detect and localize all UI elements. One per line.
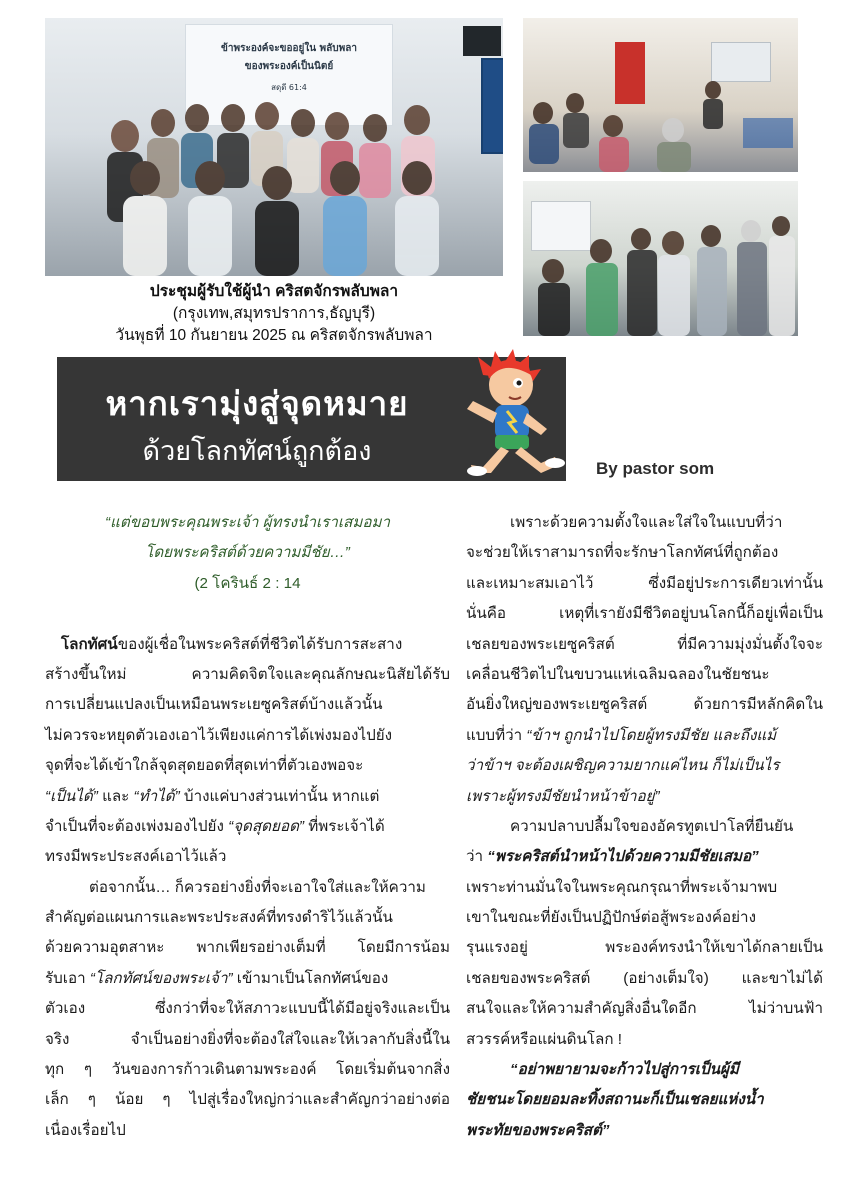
paragraph-line: ว่าข้าฯ จะต้องเผชิญความยากแค่ไหน ก็ไม่เป็นไร <box>466 757 780 775</box>
banner-line-2: ของพระองค์เป็นนิตย์ <box>244 61 334 72</box>
paragraph-line: แบบที่ว่า “ข้าฯ ถูกนำไปโดยผู้ทรงมีชัย และถึงแม้ <box>466 726 777 744</box>
paragraph-line: สนใจและให้ความสำคัญสิ่งอื่นใดอีก ไม่ว่าบนฟ้า <box>466 1000 823 1018</box>
paragraph-line: จริง จำเป็นอย่างยิ่งที่จะต้องใส่ใจและให้เวลากับสิ่งนี้ใน <box>45 1030 450 1048</box>
banner-line-3: สดุดี 61:4 <box>271 83 307 92</box>
paragraph-line: โลกทัศน์ของผู้เชื่อในพระคริสต์ที่ชีวิตได้รับการสะสาง <box>61 635 403 653</box>
paragraph-line: จุดที่จะได้เข้าใกล้จุดสุดยอดที่สุดเท่าที่ตัวเองพอจะ <box>45 757 364 775</box>
seated-people-illustration <box>523 18 798 172</box>
paragraph-line: อันยิ่งใหญ่ของพระเยซูคริสต์ ด้วยการมีหลักคิดใน <box>466 696 823 714</box>
paragraph-line: เนื่องเรื่อยไป <box>45 1121 126 1139</box>
paragraph-line: เพราะผู้ทรงมีชัยนำหน้าข้าอยู่” <box>466 787 660 805</box>
paragraph-line: เพราะด้วยความตั้งใจและใส่ใจในแบบที่ว่า <box>510 514 783 531</box>
paragraph-line: ไม่ควรจะหยุดตัวเองเอาไว้เพียงแค่การได้เพ่งมองไปยัง <box>45 726 393 744</box>
photo-caption-date: วันพุธที่ 10 กันยายน 2025 ณ คริสตจักรพลับพลา <box>115 327 433 344</box>
paragraph-line: ทุก ๆ วันของการก้าวเดินตามพระองค์ โดยเริ่มต้นจากสิ่ง <box>45 1061 450 1079</box>
paragraph-line: ต่อจากนั้น… ก็ควรอย่างยิ่งที่จะเอาใจใส่และให้ความ <box>89 878 426 896</box>
paragraph-line: เล็ก ๆ น้อย ๆ ไปสู่เรื่องใหญ่กว่าและสำคัญกว่าอย่างต่อ <box>45 1091 450 1109</box>
photo-caption-places: (กรุงเทพ,สมุทรปราการ,ธัญบุรี) <box>172 305 376 322</box>
paragraph-line: สร้างขึ้นใหม่ ความคิดจิตใจและคุณลักษณะนิสัยได้รับ <box>45 665 450 683</box>
paragraph-line: รับเอา “โลกทัศน์ของพระเจ้า” เข้ามาเป็นโลกทัศน์ของ <box>45 969 389 987</box>
closing-quote-line: ชัยชนะโดยยอมละทิ้งสถานะก็เป็นเชลยแห่งน้ำ <box>466 1091 764 1109</box>
paragraph-line: สำคัญต่อแผนการและพระประสงค์ที่ทรงดำริไว้แล้วนั้น <box>45 909 393 927</box>
paragraph-line: การเปลี่ยนแปลงเป็นเหมือนพระเยซูคริสต์บ้างแล้วนั้น <box>45 696 383 714</box>
paragraph-line: เคลื่อนชีวิตไปในขบวนแห่เฉลิมฉลองในชัยชนะ <box>466 665 770 683</box>
heading-line-2: ด้วยโลกทัศน์ถูกต้อง <box>142 436 372 466</box>
prayer-circle-photo <box>523 181 798 336</box>
paragraph-line: ตัวเอง ซึ่งกว่าที่จะให้สภาวะแบบนี้ได้มีอยู่จริงและเป็น <box>45 1000 450 1018</box>
running-boy-icon <box>443 345 573 485</box>
people-group-illustration <box>45 18 503 276</box>
closing-quote-line: “อย่าพยายามจะก้าวไปสู่การเป็นผู้มี <box>510 1061 739 1079</box>
heading-line-1: หากเรามุ่งสู่จุดหมาย <box>105 385 409 422</box>
paragraph-line: รุนแรงอยู่ พระองค์ทรงนำให้เขาได้กลายเป็น <box>466 939 823 957</box>
article-right-column <box>466 508 823 1146</box>
paragraph-line: และเหมาะสมเอาไว้ ซึ่งมีอยู่ประการเดียวเท่านั้น <box>466 574 823 592</box>
paragraph-line: จำเป็นที่จะต้องเพ่งมองไปยัง “จุดสุดยอด” ที่พระเจ้าได้ <box>45 817 385 835</box>
paragraph-line: นั่นคือ เหตุที่เรายังมีชีวิตอยู่บนโลกนี้ก็อยู่เพื่อเป็น <box>466 605 823 623</box>
author-byline: By pastor som <box>596 459 715 478</box>
paragraph-line: ทรงมีพระประสงค์เอาไว้แล้ว <box>45 848 227 866</box>
paragraph-line: ว่า “พระคริสต์นำหน้าไปด้วยความมีชัยเสมอ” <box>466 848 759 866</box>
group-photo <box>45 18 503 276</box>
verse-line: โดยพระคริสต์ด้วยความมีชัย…” <box>145 544 350 562</box>
paragraph-line: เขาในขณะที่ยังเป็นปฏิปักษ์ต่อสู้พระองค์อย่าง <box>466 909 756 927</box>
paragraph-line: ความปลาบปลื้มใจของอัครทูตเปาโลที่ยืนยัน <box>510 817 794 835</box>
lead-word: โลกทัศน์ <box>61 635 118 653</box>
paragraph-line: เชลยของพระคริสต์ (อย่างเต็มใจ) และขาไม่ได้ <box>466 969 823 987</box>
photo-caption-title: ประชุมผู้รับใช้ผู้นำ คริสตจักรพลับพลา <box>149 283 399 300</box>
paragraph-line: เชลยของพระเยซูคริสต์ ที่มีความมุ่งมั่นตั้งใจจะ <box>466 635 823 653</box>
closing-quote-line: พระทัยของพระคริสต์” <box>466 1121 610 1139</box>
paragraph-line: ด้วยความอุตสาหะ พากเพียรอย่างเต็มที่ โดยมีการน้อม <box>45 939 450 957</box>
paragraph-line: สวรรค์หรือแผ่นดินโลก ! <box>466 1030 622 1048</box>
verse-reference: (2 โครินธ์ 2 : 14 <box>194 574 301 592</box>
banner-line-1: ข้าพระองค์จะขออยู่ใน พลับพลา <box>221 43 357 54</box>
paragraph-line: “เป็นได้” และ “ทำได้” บ้างแค่บางส่วนเท่านั้น หากแต่ <box>45 787 380 805</box>
paragraph-line: จะช่วยให้เราสามารถที่จะรักษาโลกทัศน์ที่ถูกต้อง <box>466 544 779 562</box>
article-left-column <box>45 508 450 1146</box>
meeting-room-photo <box>523 18 798 172</box>
standing-people-illustration <box>523 181 798 336</box>
paragraph-line: เพราะท่านมั่นใจในพระคุณกรุณาที่พระเจ้ามาพบ <box>466 878 778 896</box>
verse-line: “แต่ขอบพระคุณพระเจ้า ผู้ทรงนำเราเสมอมา <box>105 514 390 531</box>
article-heading-banner <box>57 357 566 481</box>
